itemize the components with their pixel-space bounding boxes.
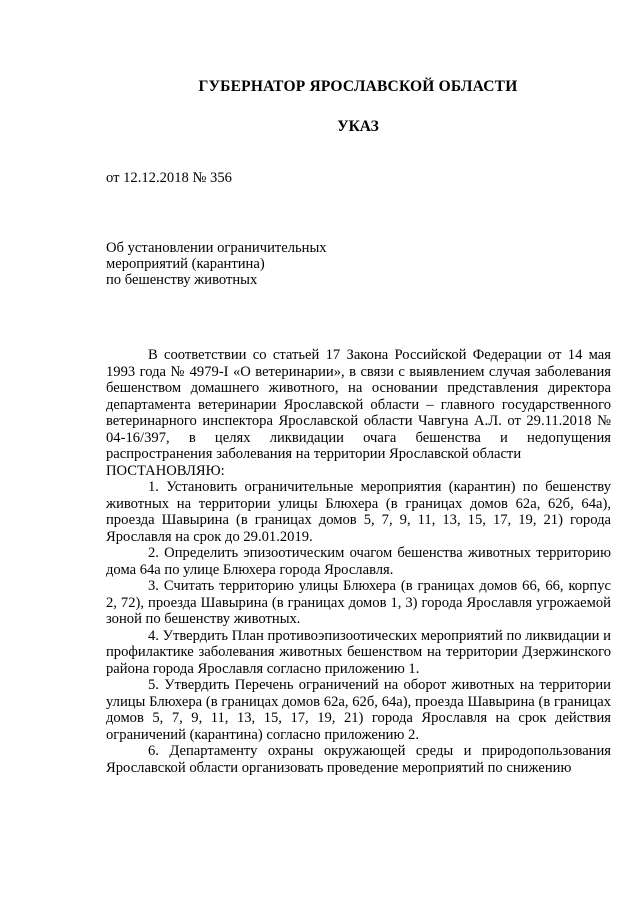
decree-item: 3. Считать территорию улицы Блюхера (в границах домов 66, 66, корпус 2, 72), проезда Шавырина (в границах домов 1, 3) города Ярославля угрожаемой зоной по бешенству животных.	[106, 578, 611, 627]
decree-item: 2. Определить эпизоотическим очагом бешенства животных территорию дома 64а по улице Блюхера города Ярославля.	[106, 545, 611, 578]
preamble-paragraph: В соответствии со статьей 17 Закона Российской Федерации от 14 мая 1993 года № 4979-I «О ветеринарии», в связи с выявлением случая заболевания бешенством домашнего животного, на основании представления директора департамента ветеринарии Ярославской области – главного государственного ветеринарного инспектора Ярославской области Чавгуна А.Л. от 29.11.2018 № 04-16/397, в целях ликвидации очага бешенства и недопущения распространения заболевания на территории Ярославской области	[106, 347, 611, 462]
decree-item: 6. Департаменту охраны окружающей среды и природопользования Ярославской области организовать проведение мероприятий по снижению	[106, 743, 611, 776]
subject-line: Об установлении ограничительных	[106, 240, 327, 256]
document-date-number: от 12.12.2018 № 356	[106, 170, 232, 186]
document-type-heading: УКАЗ	[337, 118, 379, 135]
document-body	[106, 347, 611, 776]
decree-item: 5. Утвердить Перечень ограничений на оборот животных на территории улицы Блюхера (в границах домов 62а, 62б, 64а), проезда Шавырина (в границах домов 5, 7, 9, 11, 13, 15, 17, 19, 21) города Ярославля на срок действия ограничений (карантина) согласно приложению 2.	[106, 677, 611, 743]
authority-heading: ГУБЕРНАТОР ЯРОСЛАВСКОЙ ОБЛАСТИ	[198, 78, 518, 95]
decree-item: 1. Установить ограничительные мероприятия (карантин) по бешенству животных на территории улицы Блюхера (в границах домов 62а, 62б, 64а), проезда Шавырина (в границах домов 5, 7, 9, 11, 13, 15, 17, 19, 21) города Ярославля на срок до 29.01.2019.	[106, 479, 611, 545]
subject-line: по бешенству животных	[106, 272, 258, 288]
subject-line: мероприятий (карантина)	[106, 256, 265, 272]
decree-item: 4. Утвердить План противоэпизоотических мероприятий по ликвидации и профилактике заболевания животных бешенством на территории Дзержинского района города Ярославля согласно приложению 1.	[106, 627, 611, 677]
decree-word: ПОСТАНОВЛЯЮ:	[106, 462, 225, 479]
document-subject	[106, 240, 327, 288]
